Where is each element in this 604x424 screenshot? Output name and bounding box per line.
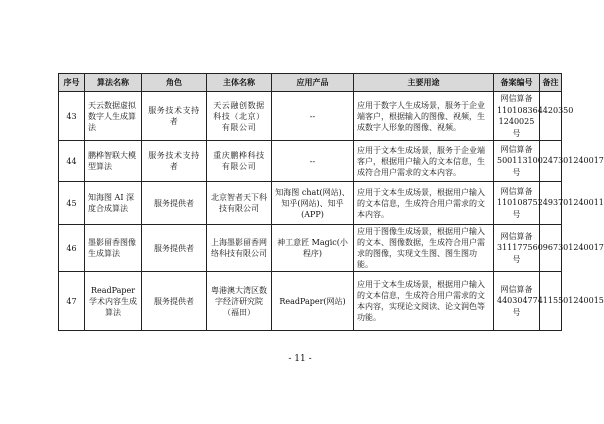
- cell-no: 43: [59, 92, 85, 141]
- cell-no: 47: [59, 272, 85, 331]
- cell-usage: 应用于文本生成场景，服务于企业端客户，根据用户输入的文本信息，生成符合用户需求的文本内容。: [354, 141, 494, 182]
- cell-no: 44: [59, 141, 85, 182]
- algorithm-registry-table: [58, 73, 604, 331]
- cell-product: 神工意匠 Magic(小程序): [272, 225, 354, 272]
- header-entity-name: 主体名称: [207, 74, 272, 92]
- cell-filing-number: 网信算备110108364420350 1240025 号: [494, 92, 540, 141]
- cell-algorithm-name: ReadPaper 学术内容生成算法: [85, 272, 142, 331]
- header-product: 应用产品: [272, 74, 354, 92]
- cell-role: 服务提供者: [142, 272, 207, 331]
- cell-entity-name: 重庆鹏桦科技有限公司: [207, 141, 272, 182]
- table-row: [59, 182, 562, 225]
- cell-usage: 应用于文本生成场景，根据用户输入的文本信息，生成符合用户需求的文本内容。: [354, 182, 494, 225]
- cell-usage: 应用于图像生成场景，根据用户输入的文本、图像数据，生成符合用户需求的图像，实现文生图、图生图功能。: [354, 225, 494, 272]
- cell-role: 服务提供者: [142, 225, 207, 272]
- cell-algorithm-name: 知海图 AI 深度合成算法: [85, 182, 142, 225]
- page-number: - 11 -: [288, 354, 312, 364]
- table-row: [59, 141, 562, 182]
- cell-product: 知海图 chat(网站)、知乎(网站)、知乎(APP): [272, 182, 354, 225]
- header-no: 序号: [59, 74, 85, 92]
- header-algorithm-name: 算法名称: [85, 74, 142, 92]
- cell-entity-name: 粤港澳大湾区数字经济研究院（福田）: [207, 272, 272, 331]
- cell-algorithm-name: 天云数据虚拟数字人生成算法: [85, 92, 142, 141]
- cell-filing-number: 网信算备311177560967301240017 号: [494, 225, 540, 272]
- table-row: [59, 225, 562, 272]
- header-usage: 主要用途: [354, 74, 494, 92]
- cell-no: 45: [59, 182, 85, 225]
- cell-filing-number: 网信算备110108752493701240011 号: [494, 182, 540, 225]
- cell-algorithm-name: 鹏桦智联大模型算法: [85, 141, 142, 182]
- cell-usage: 应用于数字人生成场景，服务于企业端客户，根据输入的图像、视频，生成数字人形象的图像、视频。: [354, 92, 494, 141]
- cell-entity-name: 天云融创数据科技（北京）有限公司: [207, 92, 272, 141]
- cell-product: ReadPaper(网站): [272, 272, 354, 331]
- cell-usage: 应用于文本生成场景，根据用户输入的文本信息，生成符合用户需求的文本内容，实现论文阅读、论文润色等功能。: [354, 272, 494, 331]
- cell-product: --: [272, 92, 354, 141]
- header-filing-number: 备案编号: [494, 74, 540, 92]
- table-row: [59, 92, 562, 141]
- cell-role: 服务技术支持者: [142, 141, 207, 182]
- cell-note: [540, 92, 562, 141]
- cell-product: --: [272, 141, 354, 182]
- table-header: [59, 74, 562, 92]
- cell-filing-number: 网信算备500113100247301240017 号: [494, 141, 540, 182]
- cell-no: 46: [59, 225, 85, 272]
- cell-role: 服务技术支持者: [142, 92, 207, 141]
- cell-role: 服务提供者: [142, 182, 207, 225]
- table-row: [59, 272, 562, 331]
- cell-entity-name: 上海墨影留香网络科技有限公司: [207, 225, 272, 272]
- cell-filing-number: 网信算备440304774115501240015 号: [494, 272, 540, 331]
- cell-entity-name: 北京智者天下科技有限公司: [207, 182, 272, 225]
- cell-algorithm-name: 墨影留香图像生成算法: [85, 225, 142, 272]
- header-role: 角色: [142, 74, 207, 92]
- header-note: 备注: [540, 74, 562, 92]
